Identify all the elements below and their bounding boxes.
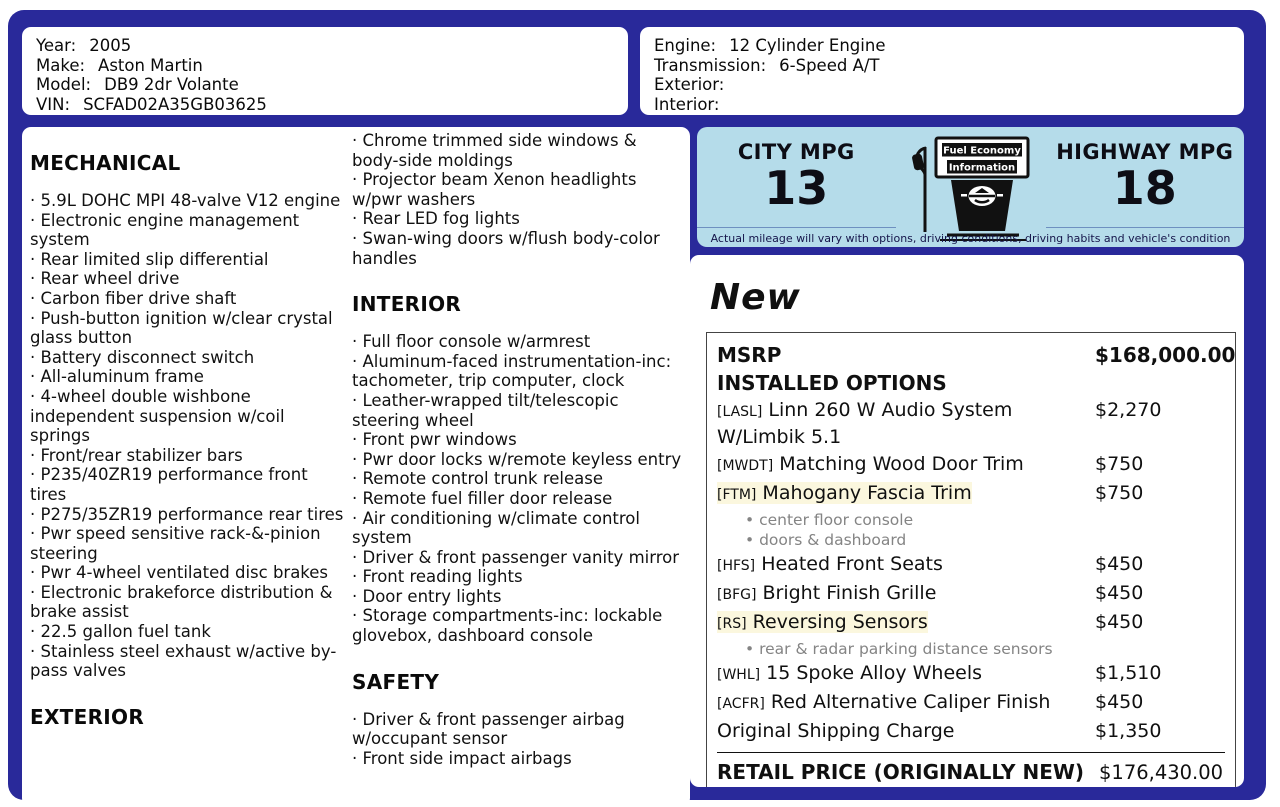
feature-item: · Front reading lights (352, 567, 686, 587)
interior-color-row (654, 95, 1230, 115)
shipping-charge-label: Original Shipping Charge (717, 720, 955, 742)
option-price: $450 (1095, 553, 1144, 575)
vehicle-year-row (36, 36, 614, 56)
shipping-charge-row (717, 719, 1225, 744)
option-code: [WHL] (717, 667, 761, 683)
interior-section (352, 292, 686, 646)
standard-features-box (22, 127, 690, 807)
option-code: [HFS] (717, 558, 756, 574)
feature-item: · Swan-wing doors w/flush body-color handles (352, 229, 686, 268)
feature-item: · P275/35ZR19 performance rear tires (30, 505, 346, 525)
feature-item: · Front pwr windows (352, 430, 686, 450)
feature-item: · Full floor console w/armrest (352, 332, 686, 352)
option-label: 15 Spoke Alloy Wheels (766, 662, 983, 684)
city-mpg-label: CITY MPG (737, 140, 855, 164)
fuel-pump-cell (896, 127, 1046, 228)
pricing-box (690, 255, 1244, 787)
option-code: [FTM] (717, 487, 757, 503)
make-value: Aston Martin (98, 55, 203, 75)
option-row-mwdt (717, 452, 1225, 479)
option-label: Linn 260 W Audio System W/Limbik 5.1 (717, 399, 1013, 448)
feature-item: · Push-button ignition w/clear crystal glass button (30, 309, 346, 348)
feature-item: · 5.9L DOHC MPI 48-valve V12 engine (30, 191, 346, 211)
mechanical-section (30, 151, 346, 681)
vin-label: VIN: (36, 94, 71, 114)
feature-item: · Door entry lights (352, 587, 686, 607)
option-name (717, 661, 1095, 688)
option-subitems-rs (717, 639, 1225, 659)
option-name (717, 610, 1095, 637)
option-price: $2,270 (1095, 399, 1162, 421)
exterior-heading: EXTERIOR (30, 704, 145, 729)
msrp-row (717, 343, 1236, 368)
option-price: $1,510 (1095, 662, 1162, 684)
feature-item: · 4-wheel double wishbone independent suspension w/coil springs (30, 387, 346, 446)
feature-item: · Front/rear stabilizer bars (30, 446, 346, 466)
feature-item: · Stainless steel exhaust w/active by-pass valves (30, 642, 346, 681)
pump-sign-line1: Fuel Economy (942, 145, 1021, 157)
price-table (706, 332, 1236, 787)
option-price: $450 (1095, 582, 1144, 604)
features-column-left (30, 127, 346, 745)
transmission-value: 6-Speed A/T (779, 55, 880, 75)
feature-item: · Remote fuel filler door release (352, 489, 686, 509)
year-value: 2005 (89, 36, 132, 55)
interior-label: Interior: (654, 94, 720, 114)
feature-item: · Leather-wrapped tilt/telescopic steering wheel (352, 391, 686, 430)
model-value: DB9 2dr Volante (104, 75, 239, 94)
option-label: Matching Wood Door Trim (779, 453, 1024, 475)
option-price: $750 (1095, 453, 1144, 475)
option-code: [RS] (717, 616, 747, 632)
vehicle-identity-box (22, 27, 628, 115)
option-label: Mahogany Fascia Trim (762, 482, 972, 504)
exterior-color-row (654, 75, 1230, 95)
drivetrain-box (640, 27, 1244, 115)
city-mpg-cell (697, 127, 896, 228)
fuel-economy-box (697, 127, 1244, 247)
highway-mpg-cell (1046, 127, 1245, 228)
option-subitems-ftm (717, 510, 1225, 550)
option-label: Bright Finish Grille (762, 582, 937, 604)
engine-label: Engine: (654, 36, 717, 55)
option-label: Reversing Sensors (752, 611, 928, 633)
vehicle-make-row (36, 56, 614, 76)
transmission-label: Transmission: (654, 55, 767, 75)
interior-items (352, 332, 686, 646)
make-label: Make: (36, 55, 86, 75)
retail-price-row (717, 752, 1225, 785)
feature-item: · Pwr 4-wheel ventilated disc brakes (30, 563, 346, 583)
vin-value: SCFAD02A35GB03625 (83, 94, 267, 114)
feature-item: · Battery disconnect switch (30, 348, 346, 368)
features-column-right (352, 127, 686, 768)
vehicle-model-row (36, 75, 614, 95)
feature-item: · P235/40ZR19 performance front tires (30, 465, 346, 504)
option-name (717, 481, 1095, 508)
interior-heading: INTERIOR (352, 292, 462, 317)
feature-item: · Chrome trimmed side windows & body-side moldings (352, 131, 686, 170)
option-row-hfs (717, 552, 1225, 579)
feature-item: · Carbon fiber drive shaft (30, 289, 346, 309)
model-label: Model: (36, 75, 92, 94)
exterior-continued-items (352, 131, 686, 268)
feature-item: · Electronic engine management system (30, 211, 346, 250)
feature-item: · Rear wheel drive (30, 269, 346, 289)
option-row-whl (717, 661, 1225, 688)
option-price: $450 (1095, 691, 1144, 713)
option-name (717, 581, 1095, 608)
option-row-lasl (717, 398, 1225, 450)
safety-section (352, 670, 686, 769)
feature-item: · Driver & front passenger vanity mirror (352, 548, 686, 568)
exterior-continued-section (352, 131, 686, 268)
condition-title: New (710, 277, 801, 318)
exterior-label: Exterior: (654, 75, 725, 94)
feature-item: · Air conditioning w/climate control system (352, 509, 686, 548)
year-label: Year: (36, 36, 77, 55)
msrp-label: MSRP (717, 343, 782, 367)
option-subitem: • center floor console (745, 510, 1105, 530)
option-code: [BFG] (717, 587, 757, 603)
vehicle-vin-row (36, 95, 614, 115)
feature-item: · Pwr door locks w/remote keyless entry (352, 450, 686, 470)
mechanical-heading: MECHANICAL (30, 151, 181, 175)
retail-price-value: $176,430.00 (1099, 761, 1224, 784)
safety-items (352, 710, 686, 769)
option-subitem: • rear & radar parking distance sensors (745, 639, 1105, 659)
option-label: Heated Front Seats (761, 553, 943, 575)
fuel-economy-grid (697, 127, 1244, 228)
feature-item: · Aluminum-faced instrumentation-inc: tachometer, trip computer, clock (352, 352, 686, 391)
exterior-section (30, 705, 346, 729)
city-mpg-value: 13 (764, 161, 829, 215)
mechanical-items (30, 191, 346, 681)
highway-mpg-value: 18 (1112, 161, 1177, 215)
shipping-charge-price: $1,350 (1095, 720, 1162, 742)
option-name (717, 398, 1095, 450)
safety-heading: SAFETY (352, 669, 440, 694)
option-name (717, 690, 1095, 717)
feature-item: · Remote control trunk release (352, 469, 686, 489)
feature-item: · Storage compartments-inc: lockable glovebox, dashboard console (352, 606, 686, 645)
option-price: $450 (1095, 611, 1144, 633)
feature-item: · Driver & front passenger airbag w/occupant sensor (352, 710, 686, 749)
option-name (717, 452, 1095, 479)
retail-price-label: RETAIL PRICE (ORIGINALLY NEW) (717, 760, 1085, 784)
feature-item: · Rear limited slip differential (30, 250, 346, 270)
option-row-acfr (717, 690, 1225, 717)
feature-item: · All-aluminum frame (30, 367, 346, 387)
feature-item: · Electronic brakeforce distribution & brake assist (30, 583, 346, 622)
option-code: [LASL] (717, 404, 763, 420)
option-row-ftm (717, 481, 1225, 508)
highway-mpg-label: HIGHWAY MPG (1056, 140, 1234, 164)
mileage-disclaimer: Actual mileage will vary with options, driving conditions, driving habits and vehicle's condition (710, 232, 1231, 245)
pump-sign-line2: Information (948, 162, 1015, 174)
feature-item: · Front side impact airbags (352, 749, 686, 769)
option-subitem: • doors & dashboard (745, 530, 1105, 550)
msrp-value: $168,000.00 (1095, 343, 1236, 367)
feature-item: · Rear LED fog lights (352, 209, 686, 229)
highlighted-option (717, 482, 972, 504)
option-price: $750 (1095, 482, 1144, 504)
option-code: [ACFR] (717, 696, 765, 712)
option-name (717, 552, 1095, 579)
feature-item: · Projector beam Xenon headlights w/pwr washers (352, 170, 686, 209)
fuel-pump-icon (910, 134, 1032, 246)
engine-row (654, 36, 1230, 56)
option-code: [MWDT] (717, 458, 774, 474)
option-row-bfg (717, 581, 1225, 608)
transmission-row (654, 56, 1230, 76)
highlighted-option (717, 611, 928, 633)
engine-value: 12 Cylinder Engine (729, 36, 886, 55)
installed-options-heading: INSTALLED OPTIONS (717, 371, 947, 395)
option-row-rs (717, 610, 1225, 637)
feature-item: · Pwr speed sensitive rack-&-pinion steering (30, 524, 346, 563)
option-label: Red Alternative Caliper Finish (770, 691, 1051, 713)
feature-item: · 22.5 gallon fuel tank (30, 622, 346, 642)
